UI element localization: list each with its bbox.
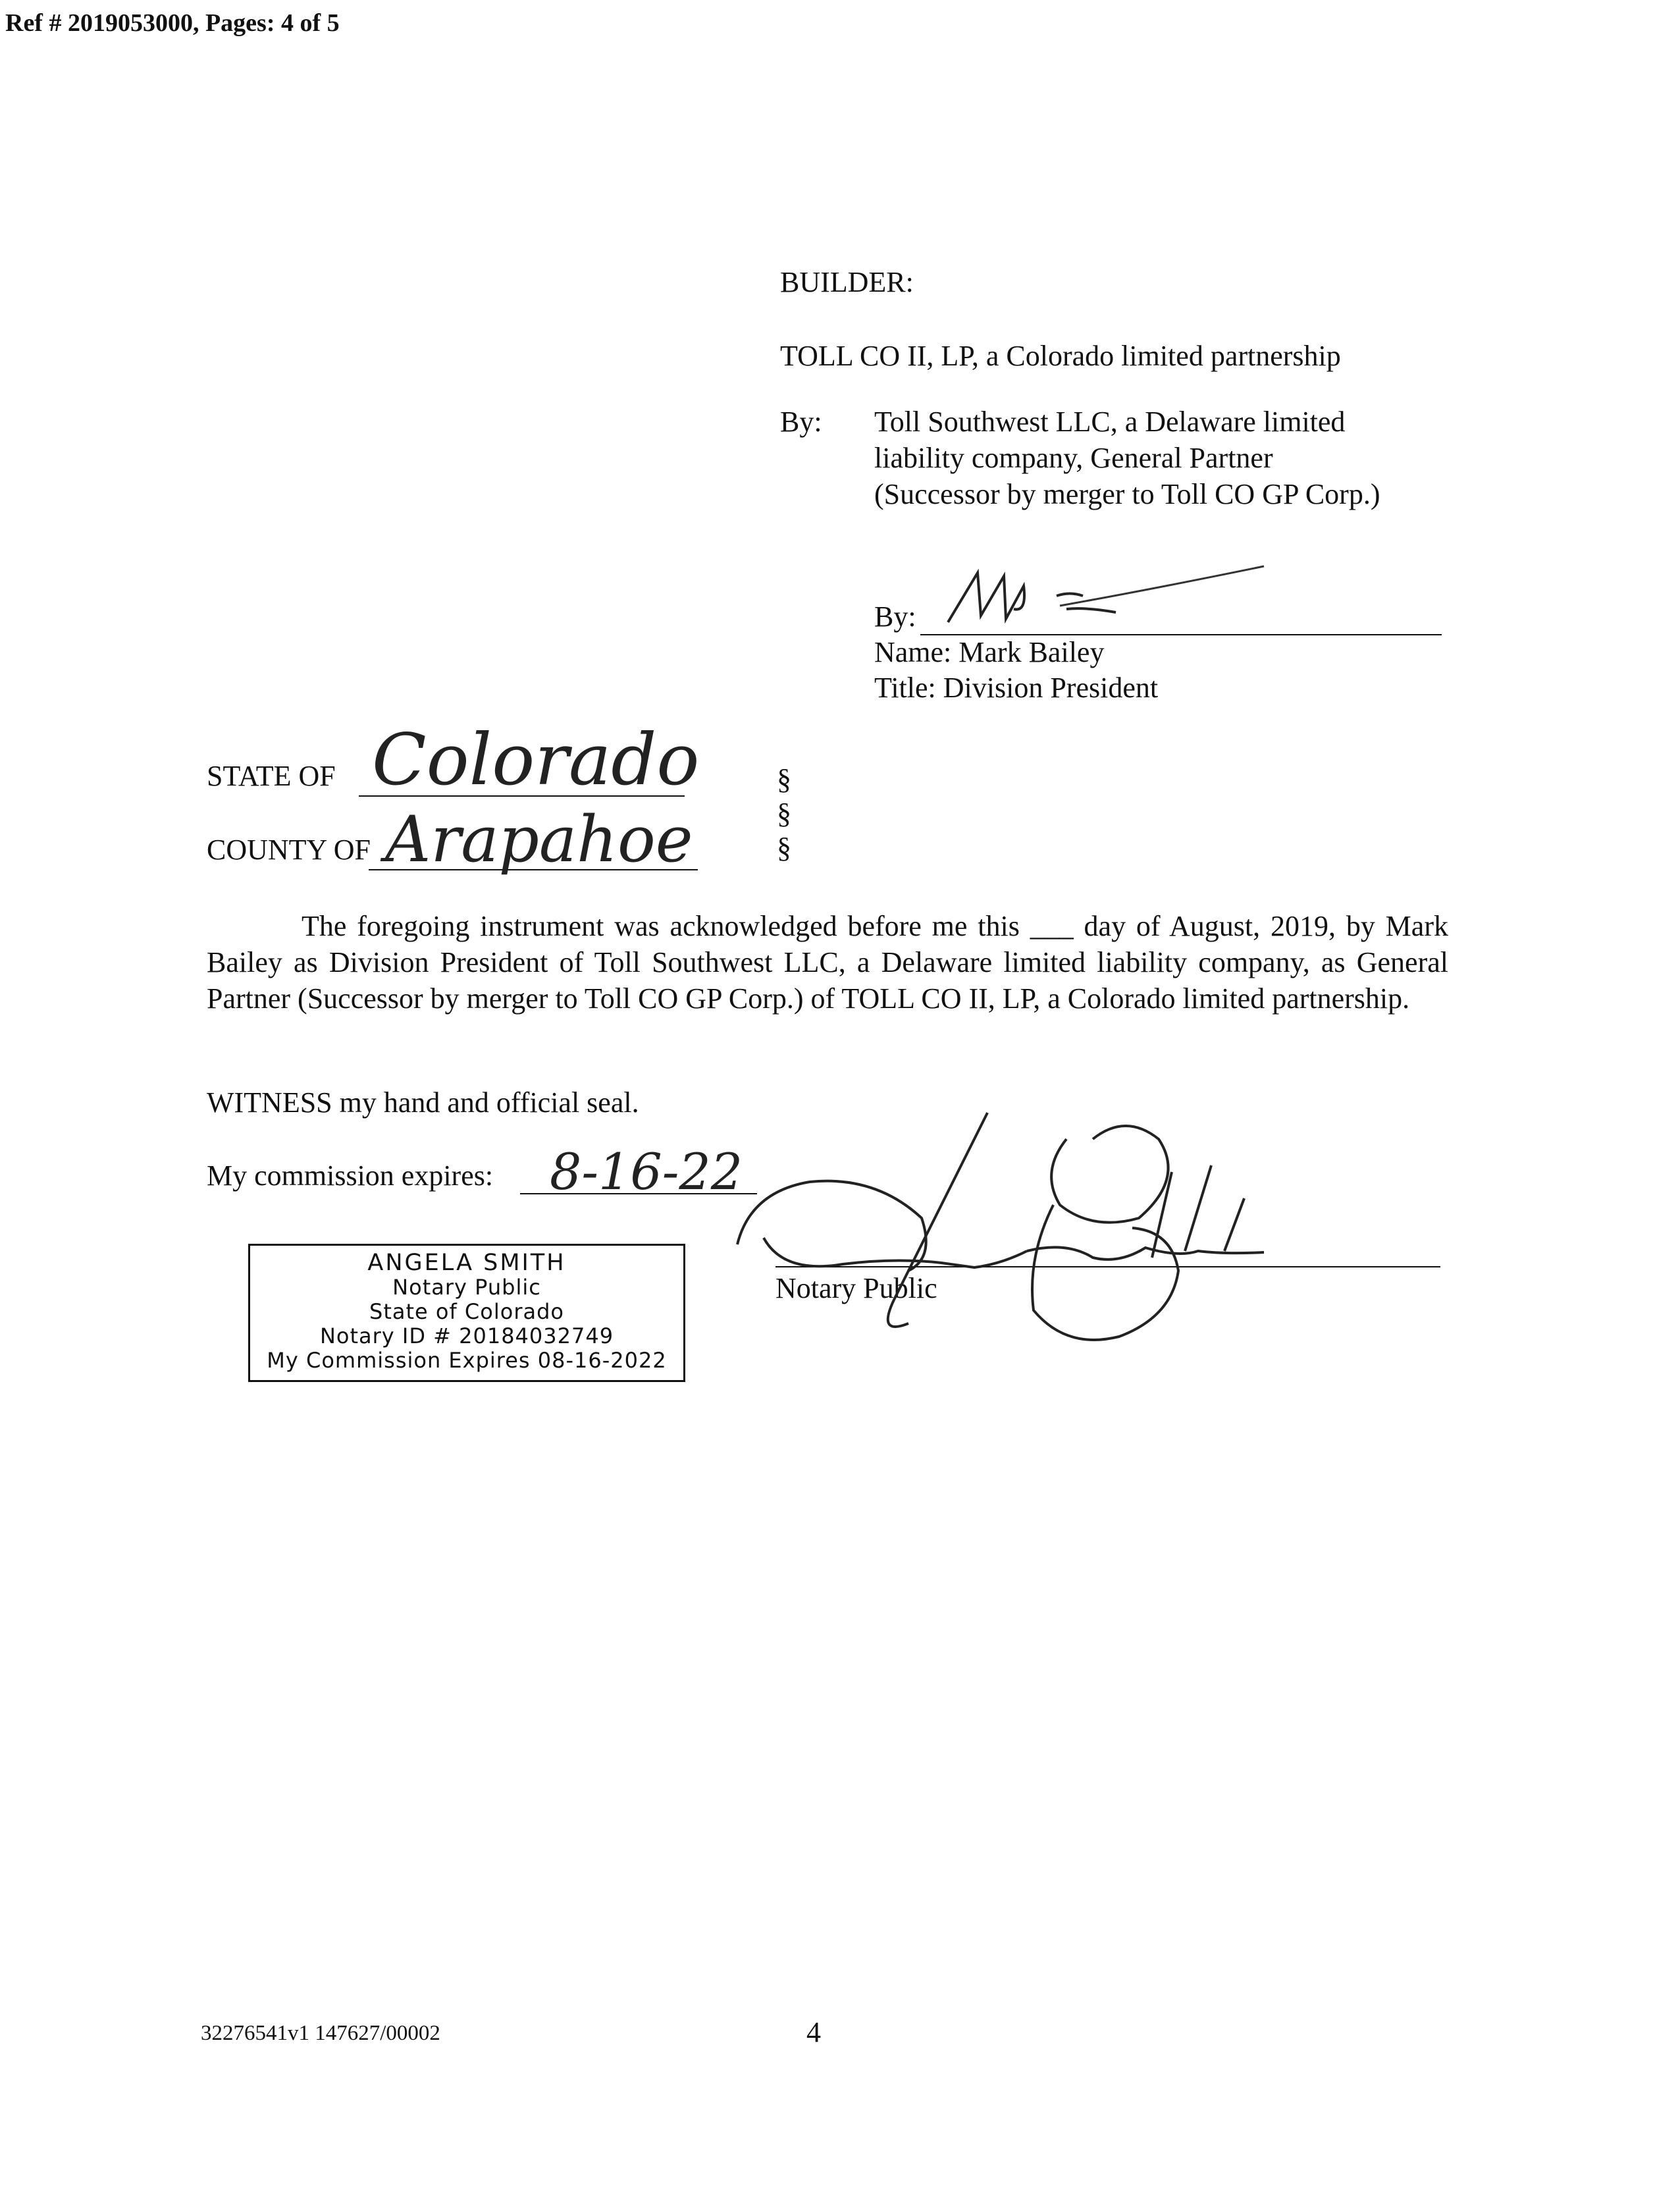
county-label: COUNTY OF <box>207 834 371 866</box>
section-mark: § <box>777 797 791 830</box>
notary-signature <box>724 1100 1317 1376</box>
seal-title: Notary Public <box>392 1275 541 1300</box>
seal-state: State of Colorado <box>369 1299 564 1324</box>
acknowledgment-paragraph <box>207 908 1448 1017</box>
general-partner-line-2: liability company, General Partner <box>874 442 1273 474</box>
acknowledgment-text: The foregoing instrument was acknowledged before me this ___ day of August, 2019, by Mark Bailey as Division President of Toll Southwest LLC, a Delaware limited liability company, as General Partner (Successor by merger to Toll CO GP Corp.) of TOLL CO II, LP, a Colorado limited partnership. <box>207 910 1448 1015</box>
footer-page-number: 4 <box>806 2016 821 2048</box>
commission-expires-handwritten-value: 8-16-22 <box>550 1142 743 1201</box>
section-mark: § <box>777 763 791 795</box>
seal-commission-expiry: My Commission Expires 08-16-2022 <box>267 1348 667 1373</box>
builder-heading: BUILDER: <box>780 266 914 298</box>
signatory-signature <box>941 560 1284 639</box>
county-handwritten-value: Arapahoe <box>385 803 693 876</box>
footer-document-id: 32276541v1 147627/00002 <box>201 2021 440 2045</box>
state-label: STATE OF <box>207 760 336 792</box>
witness-statement: WITNESS my hand and official seal. <box>207 1086 639 1119</box>
commission-expires-label: My commission expires: <box>207 1159 494 1192</box>
section-mark: § <box>777 832 791 864</box>
general-partner-line-3: (Successor by merger to Toll CO GP Corp.) <box>874 478 1380 510</box>
state-handwritten-value: Colorado <box>372 719 700 801</box>
builder-entity: TOLL CO II, LP, a Colorado limited partnership <box>780 340 1341 372</box>
general-partner-line-1: Toll Southwest LLC, a Delaware limited <box>874 406 1346 438</box>
notary-public-label: Notary Public <box>775 1272 937 1304</box>
seal-notary-id: Notary ID # 20184032749 <box>319 1323 614 1348</box>
signatory-by-label: By: <box>874 600 916 633</box>
signatory-title: Title: Division President <box>874 672 1159 704</box>
signatory-name: Name: Mark Bailey <box>874 636 1105 668</box>
seal-notary-name: ANGELA SMITH <box>367 1250 566 1276</box>
notary-seal-stamp <box>248 1244 685 1382</box>
by-label: By: <box>780 406 822 438</box>
document-reference-header: Ref # 2019053000, Pages: 4 of 5 <box>5 9 340 37</box>
